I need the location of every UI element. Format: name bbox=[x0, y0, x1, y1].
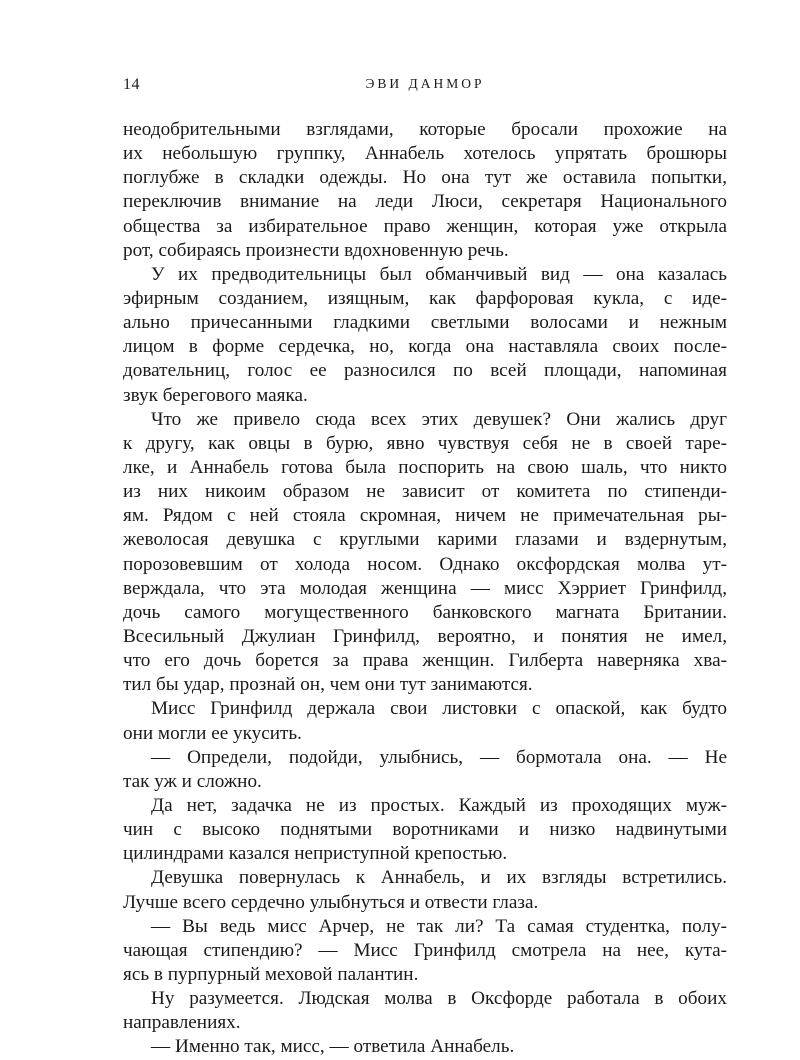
text-line: они могли ее укусить. bbox=[123, 722, 302, 744]
text-line: верждала, что эта молодая женщина — мисс Хэрриет Гринфилд, bbox=[123, 577, 727, 599]
text-line: поглубже в складки одежды. Но она тут же оставила попытки, bbox=[123, 167, 727, 189]
text-line: довательниц, голос ее разносился по всей площади, напоминая bbox=[123, 360, 727, 382]
text-line: У их предводительницы был обманчивый вид — она казалась bbox=[151, 263, 727, 285]
text-line: Девушка повернулась к Аннабель, и их взгляды встретились. bbox=[151, 867, 727, 889]
text-line: Лучше всего сердечно улыбнуться и отвести глаза. bbox=[123, 891, 539, 913]
text-line: их небольшую группку, Аннабель хотелось упрятать брошюры bbox=[123, 143, 727, 165]
text-line: Да нет, задачка не из простых. Каждый из проходящих муж- bbox=[151, 794, 727, 816]
text-line: — Определи, подойди, улыбнись, — бормотала она. — Не bbox=[151, 746, 727, 768]
text-line: что его дочь борется за права женщин. Гилберта наверняка хва- bbox=[123, 650, 727, 672]
text-line: общества за избирательное право женщин, которая уже открыла bbox=[123, 215, 727, 237]
text-line: — Вы ведь мисс Арчер, не так ли? Та самая студентка, полу- bbox=[151, 915, 727, 937]
text-line: порозовевшим от холода носом. Однако оксфордская молва ут- bbox=[123, 553, 727, 575]
text-line: рот, собираясь произнести вдохновенную речь. bbox=[123, 239, 509, 261]
text-line: ально причесанными гладкими светлыми волосами и нежным bbox=[123, 312, 727, 334]
text-line: чин с высоко поднятыми воротниками и низко надвинутыми bbox=[123, 819, 727, 841]
text-line: Ну разумеется. Людская молва в Оксфорде работала в обоих bbox=[151, 988, 727, 1010]
text-line: Всесильный Джулиан Гринфилд, вероятно, и понятия не имел, bbox=[123, 625, 727, 647]
text-line: дочь самого могущественного банковского магната Британии. bbox=[123, 601, 727, 623]
text-line: ям. Рядом с ней стояла скромная, ничем не примечательная ры- bbox=[123, 505, 727, 527]
text-line: лицом в форме сердечка, но, когда она наставляла своих после- bbox=[123, 336, 727, 358]
text-line: Мисс Гринфилд держала свои листовки с опаской, как будто bbox=[151, 698, 727, 720]
running-head bbox=[123, 76, 727, 96]
text-line: — Именно так, мисс, — ответила Аннабель. bbox=[151, 1036, 515, 1058]
text-line: тил бы удар, прознай он, чем они тут занимаются. bbox=[123, 674, 533, 696]
text-line: так уж и сложно. bbox=[123, 770, 262, 792]
text-line: к другу, как овцы в бурю, явно чувствуя себя не в своей таре- bbox=[123, 432, 727, 454]
text-line: переключив внимание на леди Люси, секретаря Национального bbox=[123, 191, 727, 213]
text-line: Что же привело сюда всех этих девушек? Они жались друг bbox=[151, 408, 727, 430]
text-line: жеволосая девушка с круглыми карими глазами и вздернутым, bbox=[123, 529, 727, 551]
text-line: лке, и Аннабель готова была поспорить на свою шаль, что никто bbox=[123, 456, 727, 478]
text-line: звук берегового маяка. bbox=[123, 384, 308, 406]
body-text bbox=[123, 118, 727, 1059]
text-line: направлениях. bbox=[123, 1012, 241, 1034]
text-line: эфирным созданием, изящным, как фарфоровая кукла, с иде- bbox=[123, 287, 727, 309]
text-line: неодобрительными взглядами, которые бросали прохожие на bbox=[123, 119, 727, 140]
page-number: 14 bbox=[123, 76, 140, 93]
text-line: из них никоим образом не зависит от комитета по стипенди- bbox=[123, 481, 727, 503]
text-line: чающая стипендию? — Мисс Гринфилд смотрела на нее, кута- bbox=[123, 939, 727, 961]
text-line: ясь в пурпурный меховой палантин. bbox=[123, 963, 419, 985]
running-head-author: ЭВИ ДАНМОР bbox=[365, 76, 485, 91]
text-line: цилиндрами казался неприступной крепостью. bbox=[123, 843, 508, 865]
